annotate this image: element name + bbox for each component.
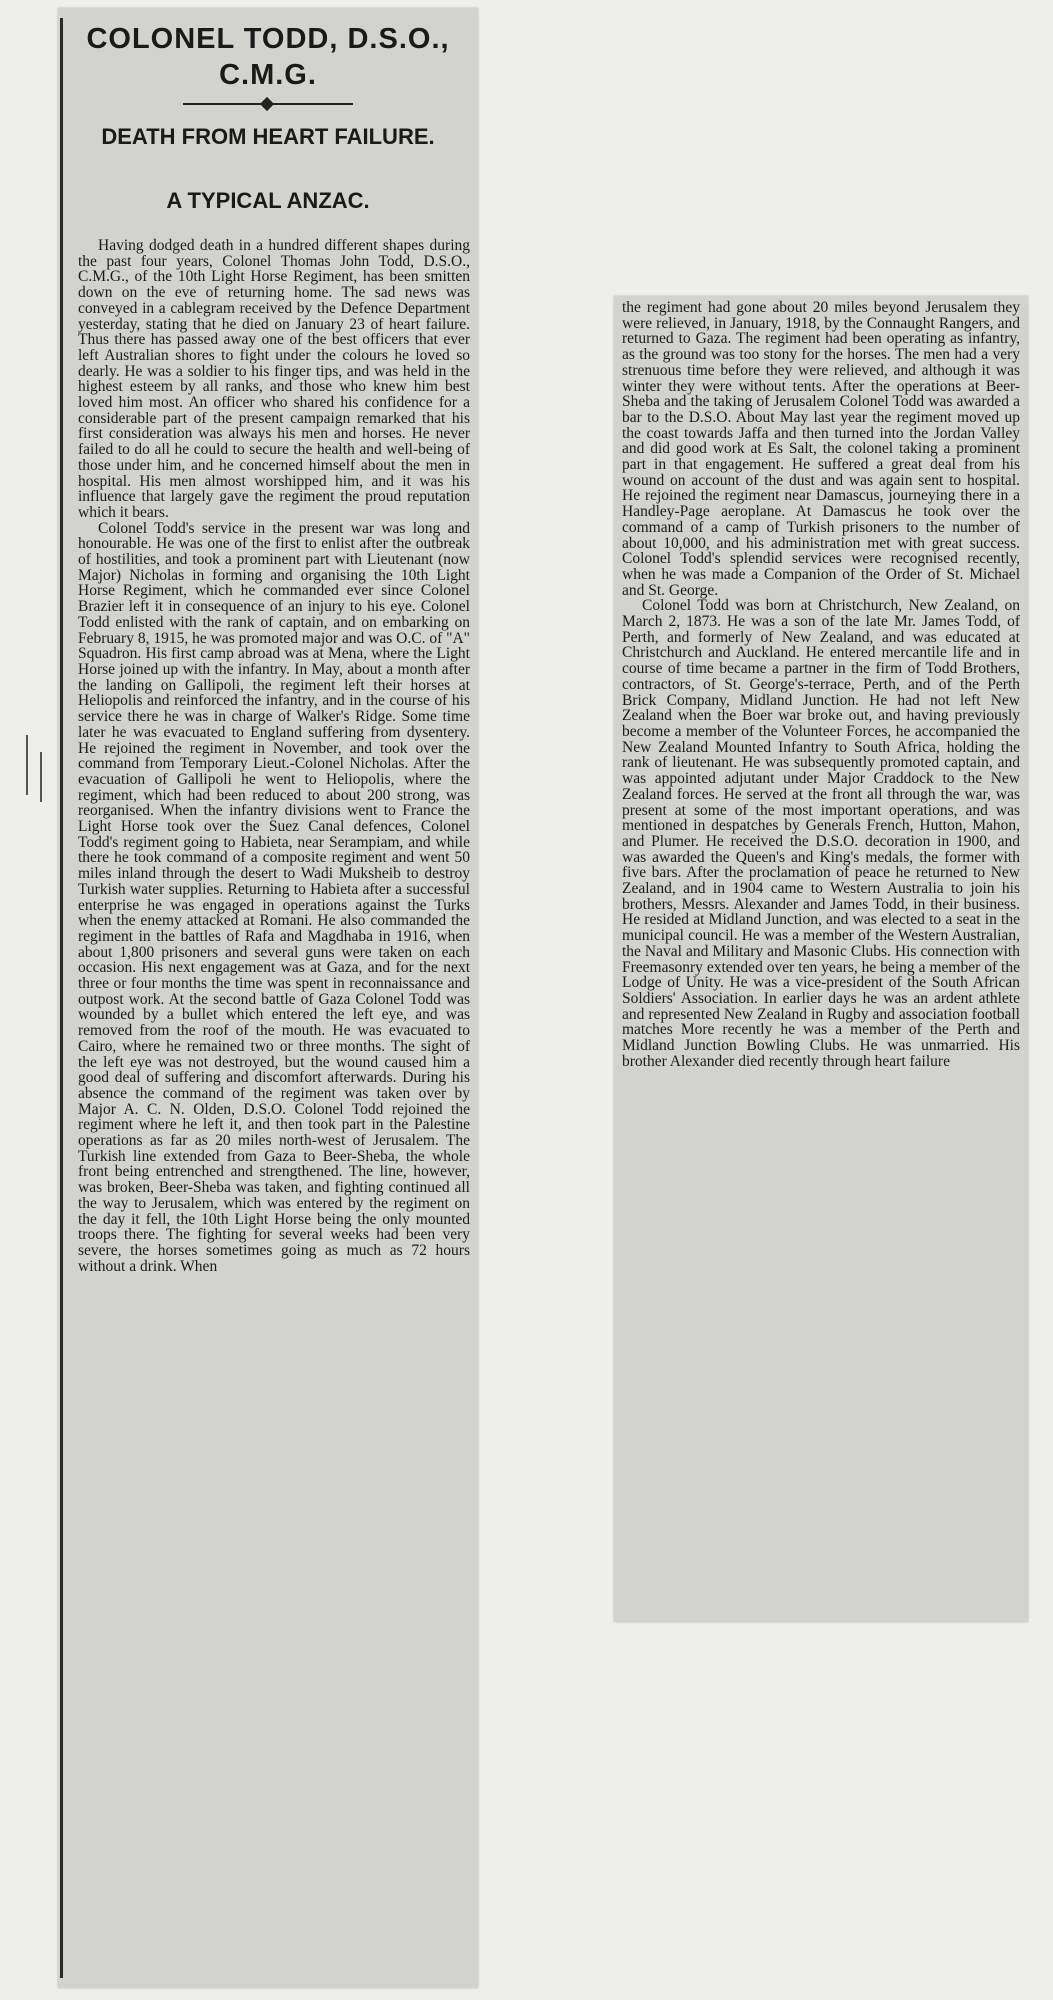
article-body-right xyxy=(622,300,1020,1616)
paragraph-continuation: the regiment had gone about 20 miles beyond Jerusalem they were relieved, in January, 1918, by the Connaught Rangers, and returned to Gaza. The regiment had been operating as infantry, as the ground was too stony for the horses. The men had a very strenuous time before they were relieved, and although it was winter they were without tents. After the operations at Beer-Sheba and the taking of Jerusalem Colonel Todd was awarded a bar to the D.S.O. About May last year the regiment moved up the coast towards Jaffa and then turned into the Jordan Valley and did good work at Es Salt, the colonel taking a prominent part in that engagement. He suffered a great deal from his wound on account of the dust and was again sent to hospital. He rejoined the regiment near Damascus, journeying there in a Handley-Page aeroplane. At Damascus he took over the command of a camp of Turkish prisoners to the number of about 10,000, and his administration met with great success. Colonel Todd's splendid services were recognised recently, when he was made a Companion of the Order of St. Michael and St. George. xyxy=(622,300,1020,599)
paragraph-biography: Colonel Todd was born at Christchurch, New Zealand, on March 2, 1873. He was a son of the late Mr. James Todd, of Perth, and formerly of New Zealand, and was educated at Christchurch and Auckland. He entered mercantile life and in course of time became a partner in the firm of Todd Brothers, contractors, of St. George's-terrace, Perth, and of the Perth Brick Company, Midland Junction. He had not left New Zealand when the Boer war broke out, and having previously become a member of the Volunteer Forces, he accompanied the New Zealand Mounted Infantry to South Africa, holding the rank of lieutenant. He was subsequently promoted captain, and was appointed adjutant under Major Craddock to the New Zealand forces. He served at the front all through the war, was present at some of the most important operations, and was mentioned in despatches by Generals French, Hutton, Mahon, and Plumer. He received the D.S.O. decoration in 1900, and was awarded the Queen's and King's medals, the former with five bars. After the proclamation of peace he returned to New Zealand, and in 1904 came to Western Australia to join his brothers, Messrs. Alexander and James Todd, in their business. He resided at Midland Junction, and was elected to a seat in the municipal council. He was a member of the Western Australian, the Naval and Military and Masonic Clubs. His connection with Freemasonry extended over ten years, he being a member of the Lodge of Unity. He was a vice-president of the South African Soldiers' Association. In earlier days he was an ardent athlete and represented New Zealand in Rugby and association football matches More recently he was a member of the Perth and Midland Junction Bowling Clubs. He was unmarried. His brother Alexander died recently through heart failure xyxy=(622,597,1020,1070)
article-body-left xyxy=(78,238,470,1983)
article-clipping-left xyxy=(58,8,478,1988)
article-clipping-right xyxy=(614,296,1028,1622)
margin-mark xyxy=(26,735,28,795)
column-rule xyxy=(60,18,63,1978)
subheading-anzac: A TYPICAL ANZAC. xyxy=(166,188,370,213)
subheading-death: DEATH FROM HEART FAILURE. xyxy=(101,124,435,149)
paragraph-service: Colonel Todd's service in the present war was long and honourable. He was one of the first to enlist after the outbreak of hostilities, and took a prominent part with Lieutenant (now Major) Nicholas in forming and organising the 10th Light Horse Regiment, which he commanded ever since Colonel Brazier left it in consequence of an injury to his eye. Colonel Todd enlisted with the rank of captain, and on embarking on February 8, 1915, he was promoted major and was O.C. of "A" Squadron. His first camp abroad was at Mena, where the Light Horse joined up with the infantry. In May, about a month after the landing on Gallipoli, the regiment left their horses at Heliopolis and reinforced the infantry, and in the course of his service there he was in charge of Walker's Ridge. Some time later he was evacuated to England suffering from dysentery. He rejoined the regiment in November, and took over the command from Temporary Lieut.-Colonel Nicholas. After the evacuation of Gallipoli he went to Heliopolis, where the regiment, which had been reduced to about 200 strong, was reorganised. When the infantry divisions went to France the Light Horse took over the Suez Canal defences, Colonel Todd's regiment going to Habieta, near Serampiam, and while there he took command of a composite regiment and went 50 miles inland through the desert to Wadi Muksheib to destroy Turkish water supplies. Returning to Habieta after a successful enterprise he was engaged in operations against the Turks when the enemy attacked at Romani. He also commanded the regiment in the battles of Rafa and Magdhaba in 1916, when about 1,800 prisoners and several guns were taken on each occasion. His next engagement was at Gaza, and for the next three or four months the time was spent in reconnaissance and outpost work. At the second battle of Gaza Colonel Todd was wounded by a bullet which entered the left eye, and was removed from the roof of the mouth. He was evacuated to Cairo, where he remained two or three months. The sight of the left eye was not destroyed, but the wound caused him a good deal of suffering and discomfort afterwards. During his absence the command of the regiment was taken over by Major A. C. N. Olden, D.S.O. Colonel Todd rejoined the regiment where he left it, and then took part in the Palestine operations as far as 20 miles north-west of Jerusalem. The Turkish line extended from Gaza to Beer-Sheba, the whole front being entrenched and strengthened. The line, however, was broken, Beer-Sheba was taken, and fighting continued all the way to Jerusalem, which was entered by the regiment on the day it fell, the 10th Light Horse being the only mounted troops there. The fighting for several weeks had been very severe, the horses sometimes going as much as 72 hours without a drink. When xyxy=(78,519,470,1275)
paragraph-intro: Having dodged death in a hundred different shapes during the past four years, Colonel Thomas John Todd, D.S.O., C.M.G., of the 10th Light Horse Regiment, has been smitten down on the eve of returning home. The sad news was conveyed in a cablegram received by the Defence Department yesterday, stating that he died on January 23 of heart failure. Thus there has passed away one of the best officers that ever left Australian shores to fight under the colours he loved so dearly. He was a soldier to his finger tips, and was held in the highest esteem by all ranks, and those who knew him best loved him most. An officer who shared his confidence for a considerable part of the present campaign remarked that his first consideration was always his men and horses. He never failed to do all he could to secure the health and well-being of those under him, and he concerned himself about the men in hospital. His men almost worshipped him, and it was his influence that largely gave the regiment the proud reputation which it bears. xyxy=(78,238,470,521)
headline-line-1: COLONEL TODD, D.S.O., xyxy=(86,23,450,55)
headline-line-2: C.M.G. xyxy=(219,59,317,91)
headline-divider xyxy=(183,103,353,105)
margin-mark xyxy=(40,752,42,802)
